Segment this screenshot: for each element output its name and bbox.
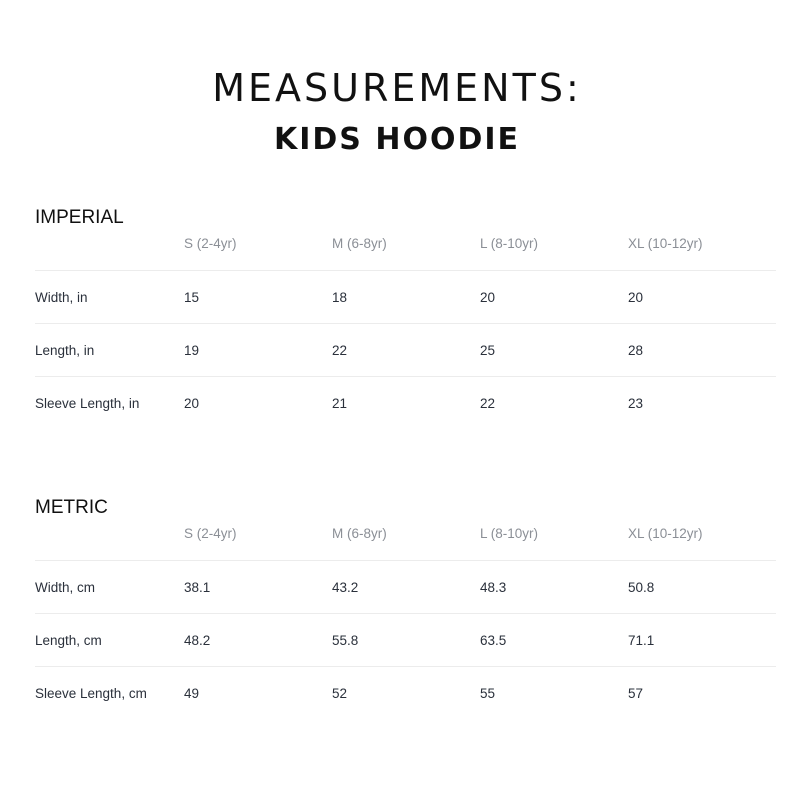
column-header-s: S (2-4yr) bbox=[184, 526, 237, 541]
table-row bbox=[35, 376, 776, 429]
table-cell: 55.8 bbox=[332, 632, 359, 648]
table-cell: 20 bbox=[184, 395, 200, 411]
table-row bbox=[35, 666, 776, 719]
table-cell: 71.1 bbox=[628, 632, 655, 648]
column-header-m: M (6-8yr) bbox=[332, 236, 387, 251]
table-cell: 48.2 bbox=[184, 632, 211, 648]
table-cell: 22 bbox=[332, 342, 348, 358]
table-cell: 19 bbox=[184, 342, 200, 358]
table-cell: 49 bbox=[184, 685, 200, 701]
row-label: Length, cm bbox=[35, 632, 102, 648]
table-row bbox=[35, 613, 776, 666]
table-cell: 43.2 bbox=[332, 579, 359, 595]
table-cell: 15 bbox=[184, 289, 200, 305]
table-cell: 18 bbox=[332, 289, 348, 305]
table-cell: 55 bbox=[480, 685, 496, 701]
table-header-row bbox=[35, 520, 776, 560]
column-header-xl: XL (10-12yr) bbox=[628, 526, 703, 541]
row-label: Sleeve Length, in bbox=[35, 395, 140, 411]
table-cell: 23 bbox=[628, 395, 644, 411]
table-cell: 28 bbox=[628, 342, 644, 358]
row-label: Width, in bbox=[35, 289, 88, 305]
table-row bbox=[35, 270, 776, 323]
table-cell: 21 bbox=[332, 395, 348, 411]
table-cell: 38.1 bbox=[184, 579, 211, 595]
metric-section bbox=[35, 496, 776, 719]
table-cell: 48.3 bbox=[480, 579, 507, 595]
table-cell: 22 bbox=[480, 395, 496, 411]
table-cell: 20 bbox=[628, 289, 644, 305]
table-cell: 25 bbox=[480, 342, 496, 358]
table-header-row bbox=[35, 230, 776, 270]
imperial-section bbox=[35, 206, 776, 429]
table-cell: 52 bbox=[332, 685, 348, 701]
section-heading-imperial: IMPERIAL bbox=[35, 207, 124, 228]
section-heading-metric: METRIC bbox=[35, 497, 108, 518]
row-label: Width, cm bbox=[35, 579, 96, 595]
table-cell: 20 bbox=[480, 289, 496, 305]
table-row bbox=[35, 560, 776, 613]
column-header-m: M (6-8yr) bbox=[332, 526, 387, 541]
column-header-l: L (8-10yr) bbox=[480, 236, 539, 251]
page-subtitle: KIDS HOODIE bbox=[273, 122, 521, 157]
table-cell: 63.5 bbox=[480, 632, 507, 648]
table-cell: 50.8 bbox=[628, 579, 655, 595]
row-label: Length, in bbox=[35, 342, 95, 358]
column-header-s: S (2-4yr) bbox=[184, 236, 237, 251]
row-label: Sleeve Length, cm bbox=[35, 685, 147, 701]
page-title: MEASUREMENTS: bbox=[212, 66, 582, 110]
column-header-xl: XL (10-12yr) bbox=[628, 236, 703, 251]
column-header-l: L (8-10yr) bbox=[480, 526, 539, 541]
table-row bbox=[35, 323, 776, 376]
table-cell: 57 bbox=[628, 685, 644, 701]
